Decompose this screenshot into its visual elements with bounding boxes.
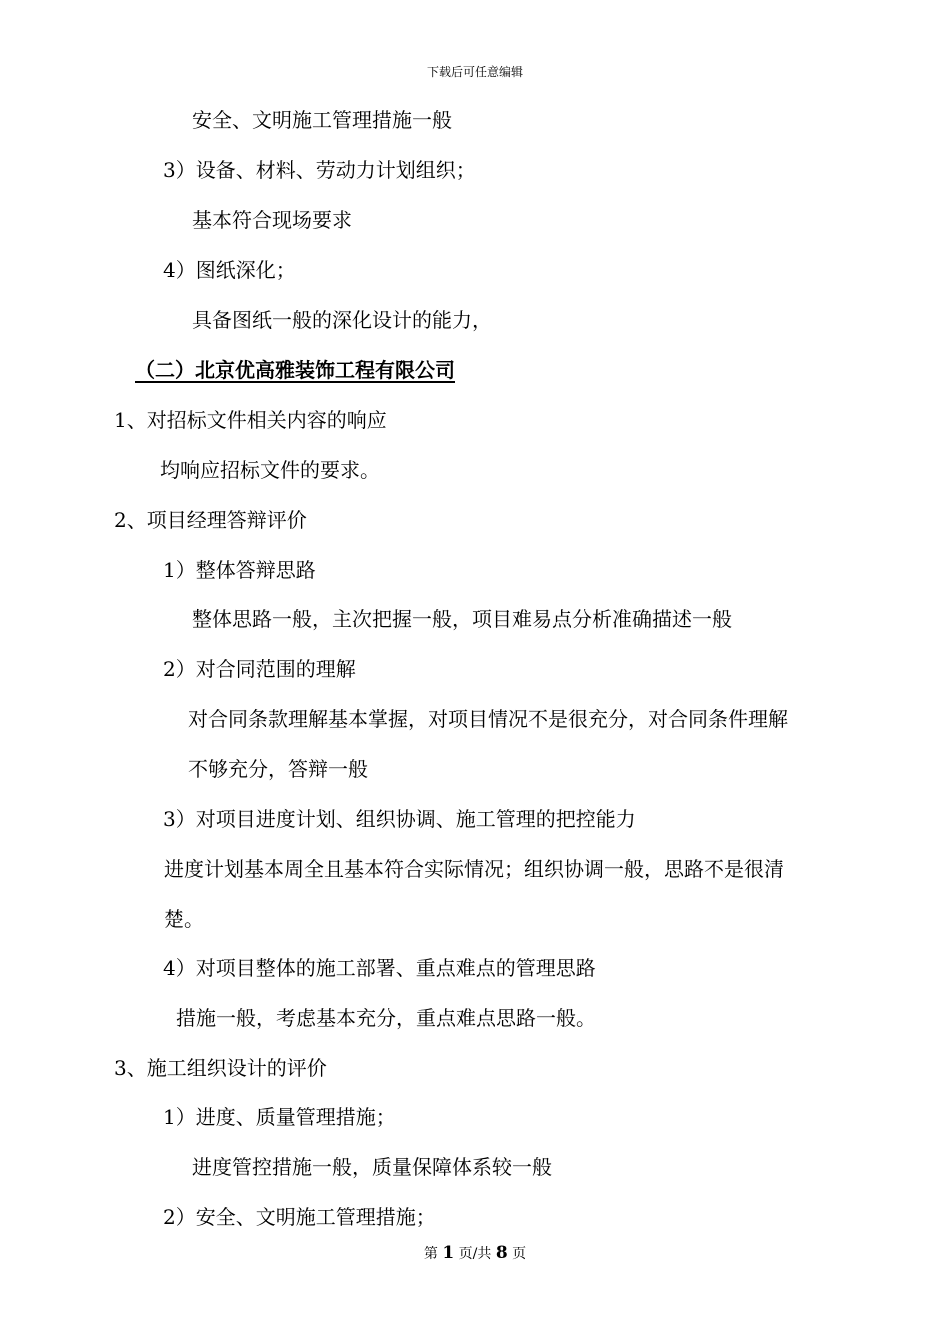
list-item-heading: 1）整体答辩思路 xyxy=(163,558,316,582)
page-header: 下载后可任意编辑 xyxy=(426,65,523,79)
numbered-heading: 1、对招标文件相关内容的响应 xyxy=(114,408,387,432)
list-item-heading: 2）安全、文明施工管理措施； xyxy=(163,1205,436,1229)
numbered-heading: 3、施工组织设计的评价 xyxy=(114,1056,327,1080)
text-line: 均响应招标文件的要求。 xyxy=(160,458,380,482)
text-line: 措施一般，考虑基本充分，重点难点思路一般。 xyxy=(176,1006,596,1030)
list-item-heading: 1）进度、质量管理措施； xyxy=(163,1105,396,1129)
text-line: 不够充分，答辩一般 xyxy=(188,757,368,781)
text-line: 具备图纸一般的深化设计的能力， xyxy=(192,308,492,332)
list-item-heading: 2）对合同范围的理解 xyxy=(163,657,356,681)
text-line: 对合同条款理解基本掌握，对项目情况不是很充分，对合同条件理解 xyxy=(188,707,788,731)
total-page-number: 8 xyxy=(495,1243,508,1263)
footer-suffix: 页 xyxy=(512,1246,527,1262)
text-line: 整体思路一般，主次把握一般，项目难易点分析准确描述一般 xyxy=(192,607,732,631)
footer-prefix: 第 xyxy=(423,1246,438,1262)
text-line: 进度计划基本周全且基本符合实际情况；组织协调一般，思路不是很清 xyxy=(164,857,784,881)
list-item-heading: 4）图纸深化； xyxy=(163,258,296,282)
current-page-number: 1 xyxy=(442,1243,455,1263)
list-item-heading: 4）对项目整体的施工部署、重点难点的管理思路 xyxy=(163,956,596,980)
list-item-heading: 3）设备、材料、劳动力计划组织； xyxy=(163,158,476,182)
text-line: 楚。 xyxy=(164,907,204,931)
list-item-heading: 3）对项目进度计划、组织协调、施工管理的把控能力 xyxy=(163,807,636,831)
footer-middle: 页/共 xyxy=(458,1246,492,1262)
text-line: 安全、文明施工管理措施一般 xyxy=(192,108,452,132)
text-line: 进度管控措施一般，质量保障体系较一般 xyxy=(192,1155,552,1179)
numbered-heading: 2、项目经理答辩评价 xyxy=(114,508,307,532)
section-heading: （二）北京优高雅装饰工程有限公司 xyxy=(135,358,455,382)
page-footer xyxy=(0,1243,950,1264)
text-line: 基本符合现场要求 xyxy=(192,208,352,232)
